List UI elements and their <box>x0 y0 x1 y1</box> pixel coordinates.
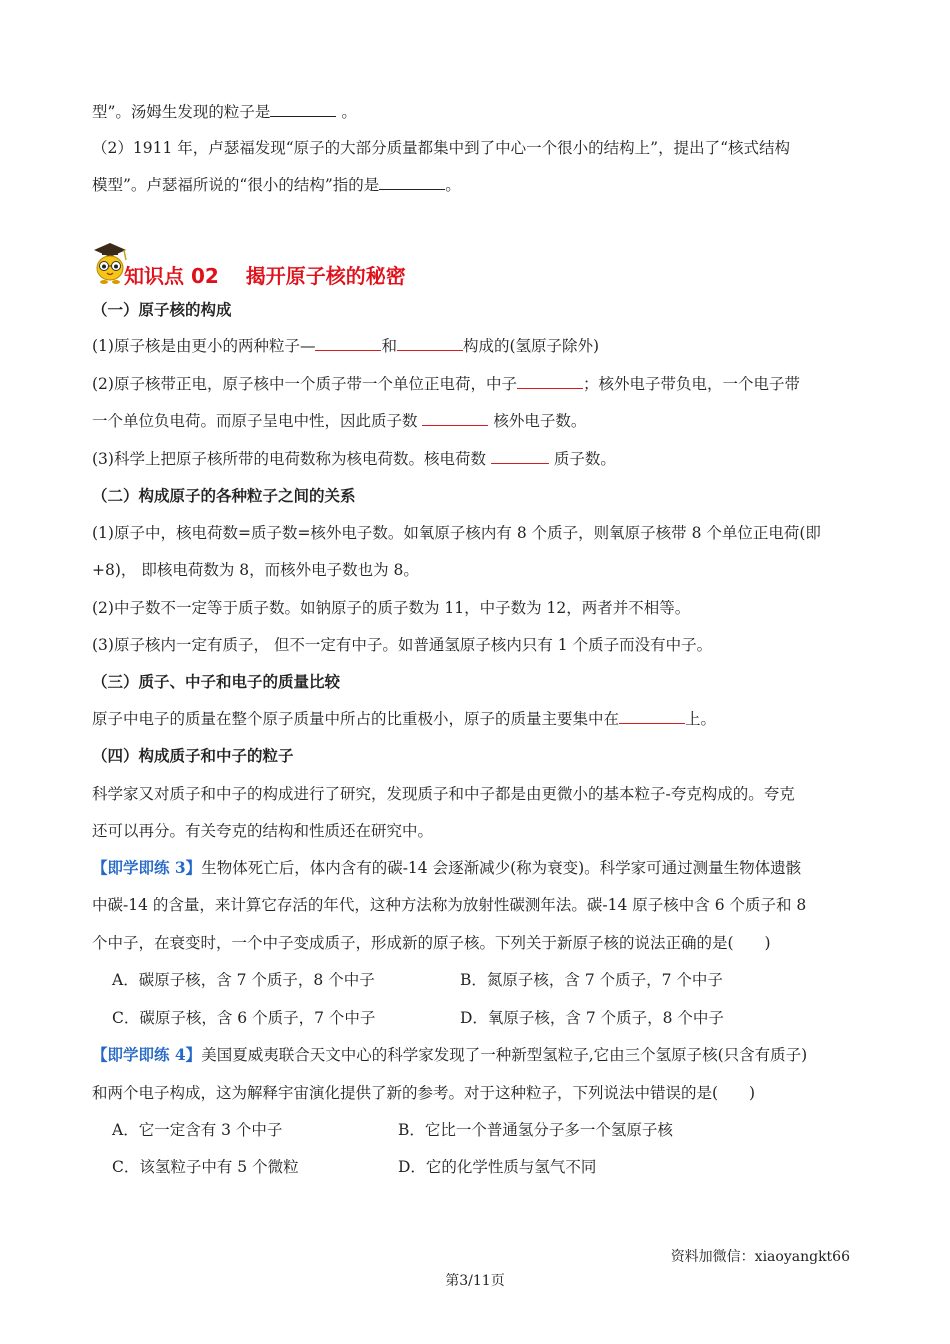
option-a[interactable]: A．碳原子核，含 7 个质子，8 个中子 <box>112 971 375 989</box>
text-line: 原子中电子的质量在整个原子质量中所占的比重极小，原子的质量主要集中在 上。 <box>92 707 858 731</box>
option-a[interactable]: A．它一定含有 3 个中子 <box>112 1121 283 1139</box>
text-line: 个中子，在衰变时，一个中子变成质子，形成新的原子核。下列关于新原子核的说法正确的是( ) <box>92 934 771 952</box>
answer-blank[interactable] <box>491 447 549 464</box>
text-line: (2)原子核带正电，原子核中一个质子带一个单位正电荷，中子 ；核外电子带负电，一个电子带 <box>92 372 858 396</box>
page-number: 第3/11页 <box>445 1273 505 1289</box>
text-line: (1)原子中，核电荷数=质子数=核外电子数。如氧原子核内有 8 个质子，则氧原子核带 8 个单位正电荷(即 <box>92 524 821 542</box>
practice-tag: 【即学即练 4】 <box>92 1045 202 1064</box>
text-line: (3)科学上把原子核所带的电荷数称为核电荷数。核电荷数 质子数。 <box>92 447 858 471</box>
text-line: 中碳-14 的含量，来计算它存活的年代，这种方法称为放射性碳测年法。碳-14 原子核中含 6 个质子和 8 <box>92 896 807 914</box>
text-line: 科学家又对质子和中子的构成进行了研究，发现质子和中子都是由更微小的基本粒子-夸克构成的。夸克 <box>92 785 795 803</box>
footer-note: 资料加微信：xiaoyangkt66 <box>670 1249 850 1265</box>
answer-blank[interactable] <box>315 334 381 351</box>
subsection-heading: （一）原子核的构成 <box>92 300 232 319</box>
answer-blank[interactable] <box>619 707 685 724</box>
answer-blank[interactable] <box>270 100 336 117</box>
subsection-heading: （二）构成原子的各种粒子之间的关系 <box>92 486 356 505</box>
answer-blank[interactable] <box>422 409 488 426</box>
text-line: （2）1911 年，卢瑟福发现“原子的大部分质量都集中到了中心一个很小的结构上”，提出了“核式结构 <box>92 139 791 157</box>
answer-blank[interactable] <box>397 334 463 351</box>
answer-blank[interactable] <box>517 372 583 389</box>
option-b[interactable]: B．它比一个普通氢分子多一个氢原子核 <box>398 1121 673 1139</box>
text-line: (2)中子数不一定等于质子数。如钠原子的质子数为 11，中子数为 12，两者并不相等。 <box>92 599 691 617</box>
answer-blank[interactable] <box>379 173 445 190</box>
text-line: 和两个电子构成，这为解释宇宙演化提供了新的参考。对于这种粒子，下列说法中错误的是( ) <box>92 1084 756 1102</box>
practice-tag: 【即学即练 3】 <box>92 858 202 877</box>
option-c[interactable]: C．碳原子核，含 6 个质子，7 个中子 <box>112 1009 376 1027</box>
question-4: 【即学即练 4】美国夏威夷联合天文中心的科学家发现了一种新型氢粒子,它由三个氢原子核(只含有质子) <box>92 1045 808 1064</box>
text-line: 模型”。卢瑟福所说的“很小的结构”指的是 。 <box>92 173 858 197</box>
text-line: (3)原子核内一定有质子， 但不一定有中子。如普通氢原子核内只有 1 个质子而没有中子。 <box>92 636 713 654</box>
text-line: 还可以再分。有关夸克的结构和性质还在研究中。 <box>92 822 434 840</box>
option-b[interactable]: B．氮原子核，含 7 个质子，7 个中子 <box>460 971 723 989</box>
subsection-heading: （四）构成质子和中子的粒子 <box>92 746 294 765</box>
option-c[interactable]: C．该氢粒子中有 5 个微粒 <box>112 1158 299 1176</box>
option-d[interactable]: D．它的化学性质与氢气不同 <box>398 1158 597 1176</box>
text-line: 型”。汤姆生发现的粒子是 。 <box>92 100 858 124</box>
subsection-heading: （三）质子、中子和电子的质量比较 <box>92 672 341 691</box>
text-line: 一个单位负电荷。而原子呈电中性，因此质子数 核外电子数。 <box>92 409 858 433</box>
question-3: 【即学即练 3】生物体死亡后，体内含有的碳-14 会逐渐减少(称为衰变)。科学家可通过测量生物体遗骸 <box>92 858 802 877</box>
section-title: 知识点 02 揭开原子核的秘密 <box>124 264 406 288</box>
option-d[interactable]: D．氧原子核，含 7 个质子，8 个中子 <box>460 1009 724 1027</box>
text-line: +8)， 即核电荷数为 8，而核外电子数也为 8。 <box>92 561 419 579</box>
text-line: (1)原子核是由更小的两种粒子— 和 构成的(氢原子除外) <box>92 334 858 358</box>
